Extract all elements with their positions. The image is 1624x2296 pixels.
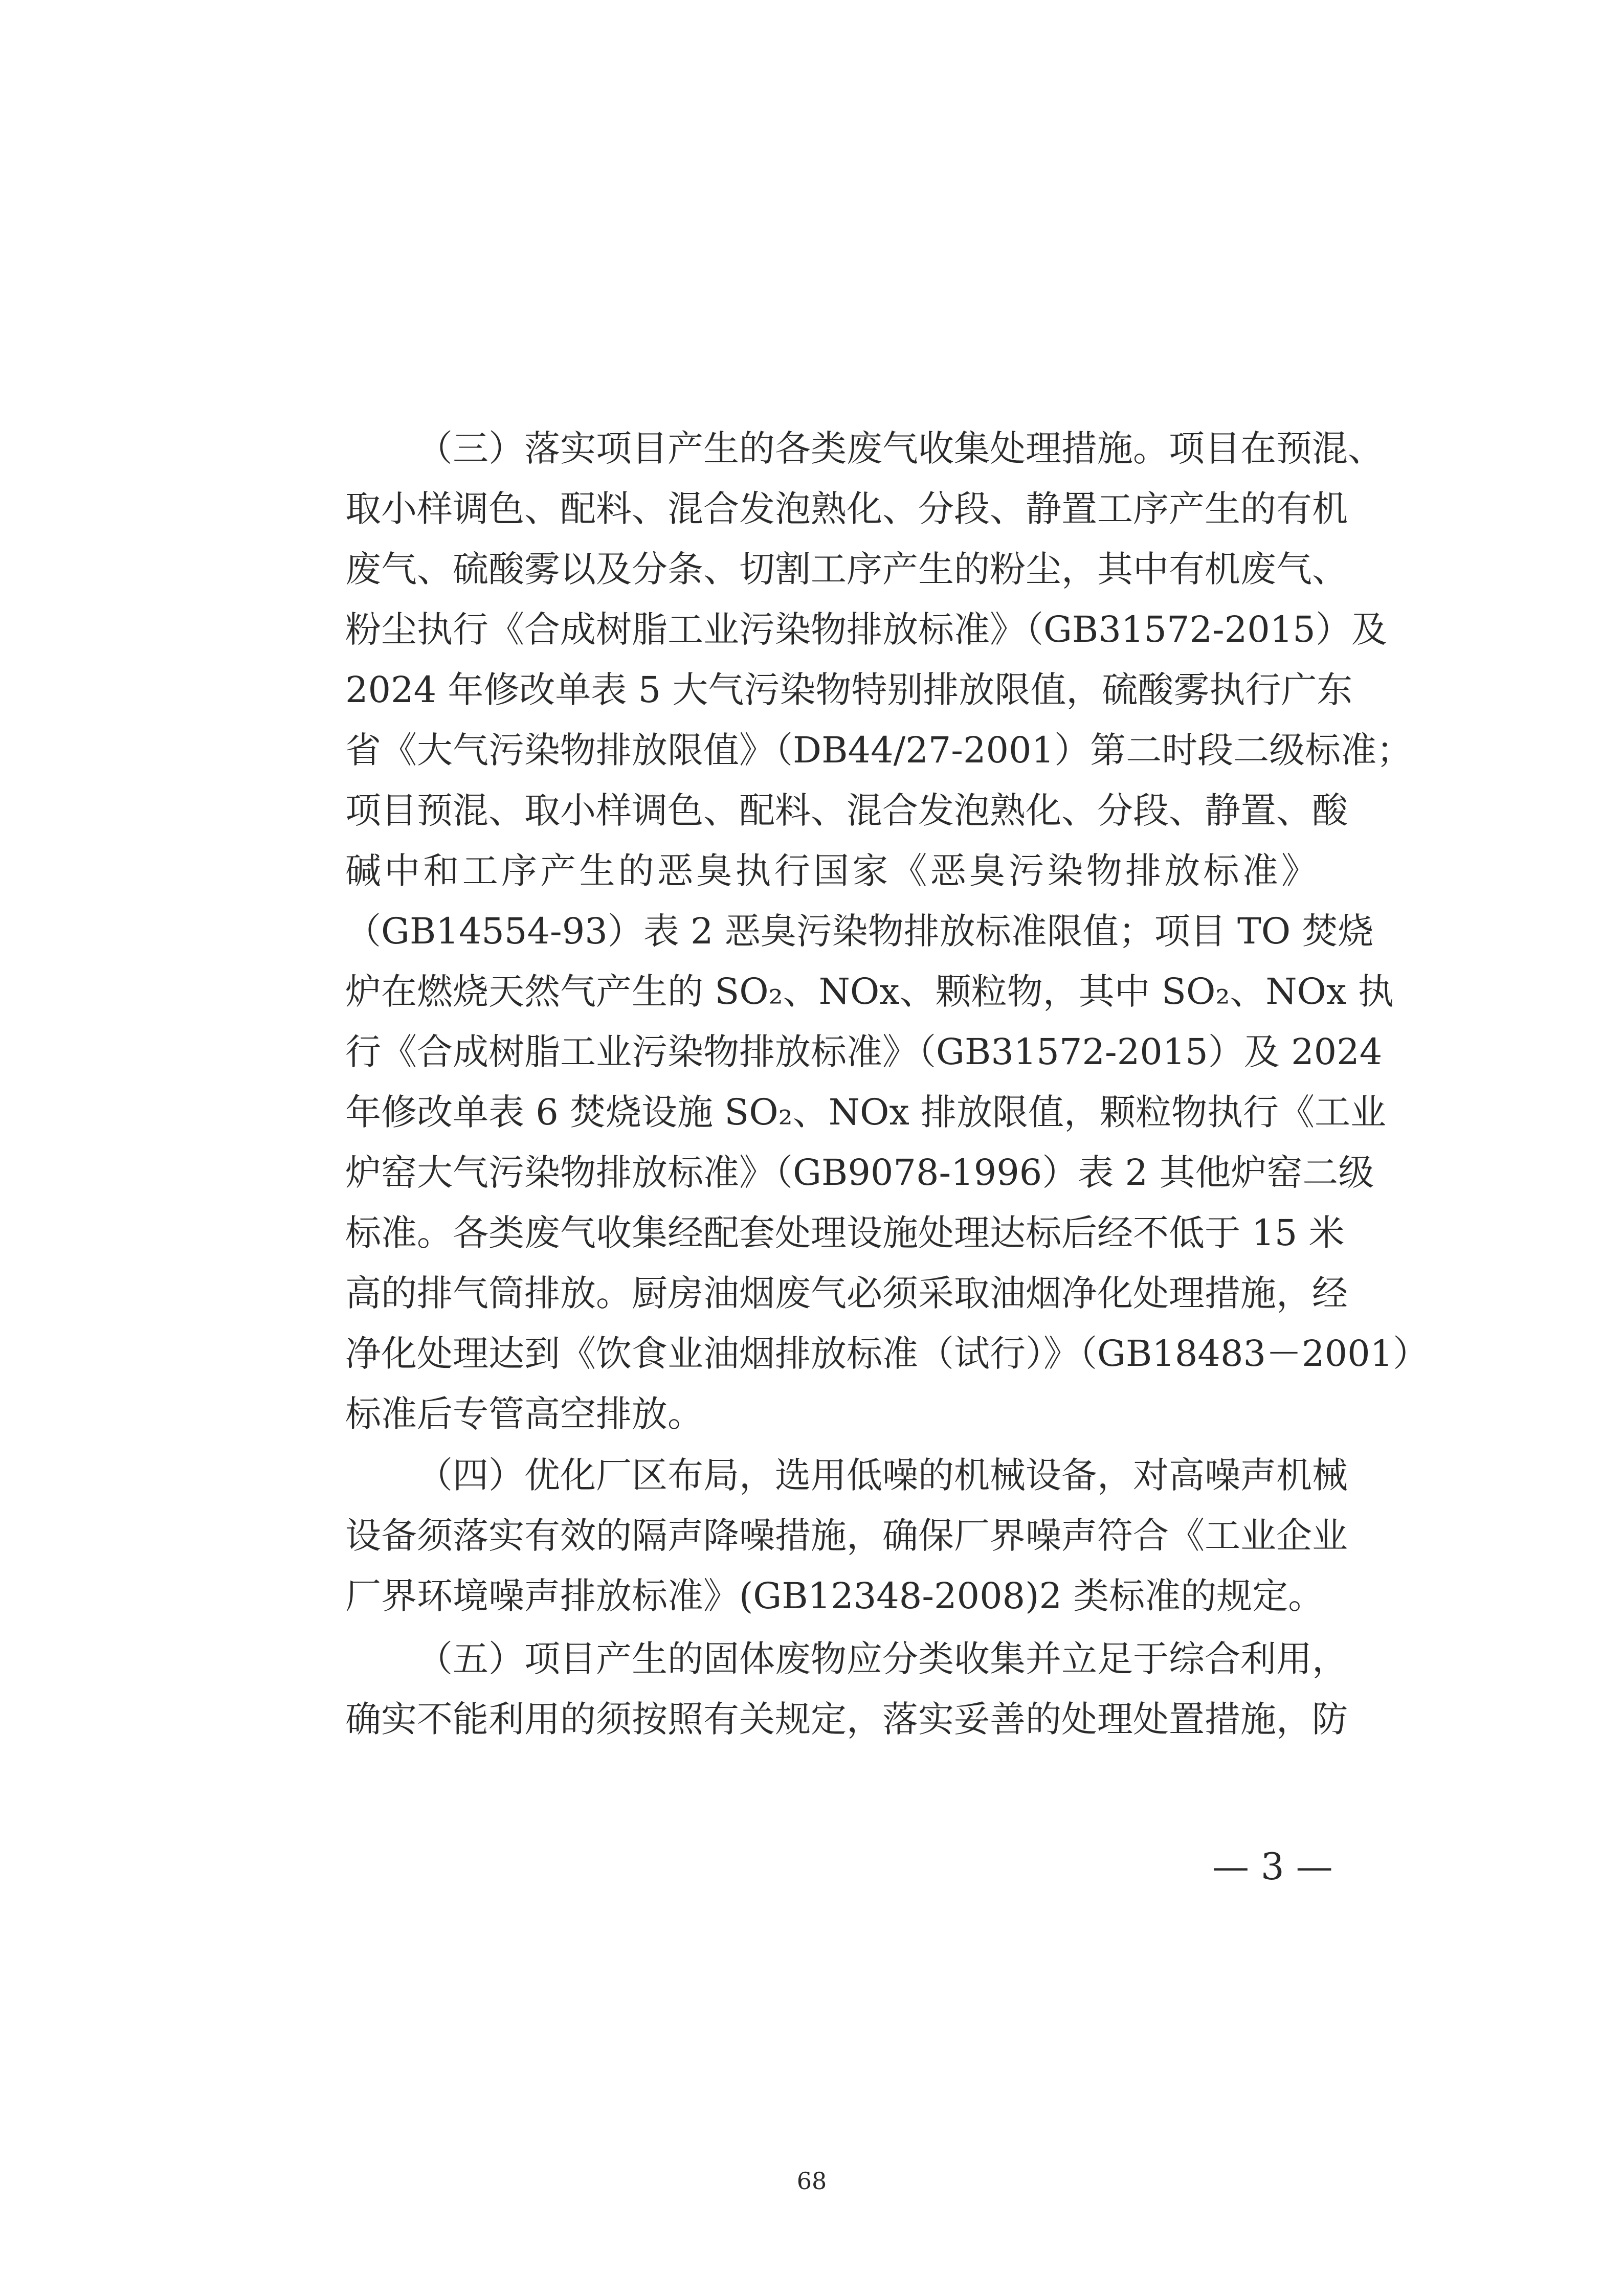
text-line: 行《合成树脂工业污染物排放标准》（GB31572-2015）及 2024 [345, 1031, 1383, 1073]
text-line: 标准。各类废气收集经配套处理设施处理达标后经不低于 15 米 [345, 1212, 1345, 1254]
text-line: 高的排气筒排放。厨房油烟废气必须采取油烟净化处理措施，经 [345, 1272, 1348, 1314]
text-line: 取小样调色、配料、混合发泡熟化、分段、静置工序产生的有机 [345, 488, 1348, 530]
text-line: 净化处理达到《饮食业油烟排放标准（试行）》（GB18483－2001） [345, 1333, 1429, 1375]
text-line: 省《大气污染物排放限值》（DB44/27-2001）第二时段二级标准； [345, 729, 1413, 771]
text-line: 炉在燃烧天然气产生的 SO₂、NOx、颗粒物，其中 SO₂、NOx 执 [345, 971, 1394, 1012]
page-number: — 3 — [1212, 1845, 1333, 1888]
text-line: 粉尘执行《合成树脂工业污染物排放标准》（GB31572-2015）及 [345, 609, 1387, 650]
text-line: 项目预混、取小样调色、配料、混合发泡熟化、分段、静置、酸 [345, 790, 1348, 831]
text-line: 2024 年修改单表 5 大气污染物特别排放限值，硫酸雾执行广东 [345, 669, 1353, 711]
text-line: 标准后专管高空排放。 [345, 1393, 703, 1435]
text-line: 厂界环境噪声排放标准》(GB12348-2008)2 类标准的规定。 [345, 1575, 1324, 1617]
text-line: 废气、硫酸雾以及分条、切割工序产生的粉尘，其中有机废气、 [345, 548, 1348, 590]
text-line: 年修改单表 6 焚烧设施 SO₂、NOx 排放限值，颗粒物执行《工业 [345, 1091, 1387, 1133]
archive-page-number: 68 [796, 2167, 827, 2195]
text-line: 碱中和工序产生的恶臭执行国家《恶臭污染物排放标准》 [345, 850, 1317, 892]
text-line: （四）优化厂区布局，选用低噪的机械设备，对高噪声机械 [417, 1454, 1348, 1496]
text-line: （三）落实项目产生的各类废气收集处理措施。项目在预混、 [417, 427, 1384, 469]
text-line: 设备须落实有效的隔声降噪措施，确保厂界噪声符合《工业企业 [345, 1515, 1348, 1557]
text-line: 确实不能利用的须按照有关规定，落实妥善的处理处置措施，防 [345, 1698, 1348, 1740]
text-line: 炉窑大气污染物排放标准》（GB9078-1996）表 2 其他炉窑二级 [345, 1152, 1374, 1194]
text-line: （GB14554-93）表 2 恶臭污染物排放标准限值；项目 TO 焚烧 [345, 910, 1374, 952]
text-line: （五）项目产生的固体废物应分类收集并立足于综合利用， [417, 1638, 1348, 1680]
